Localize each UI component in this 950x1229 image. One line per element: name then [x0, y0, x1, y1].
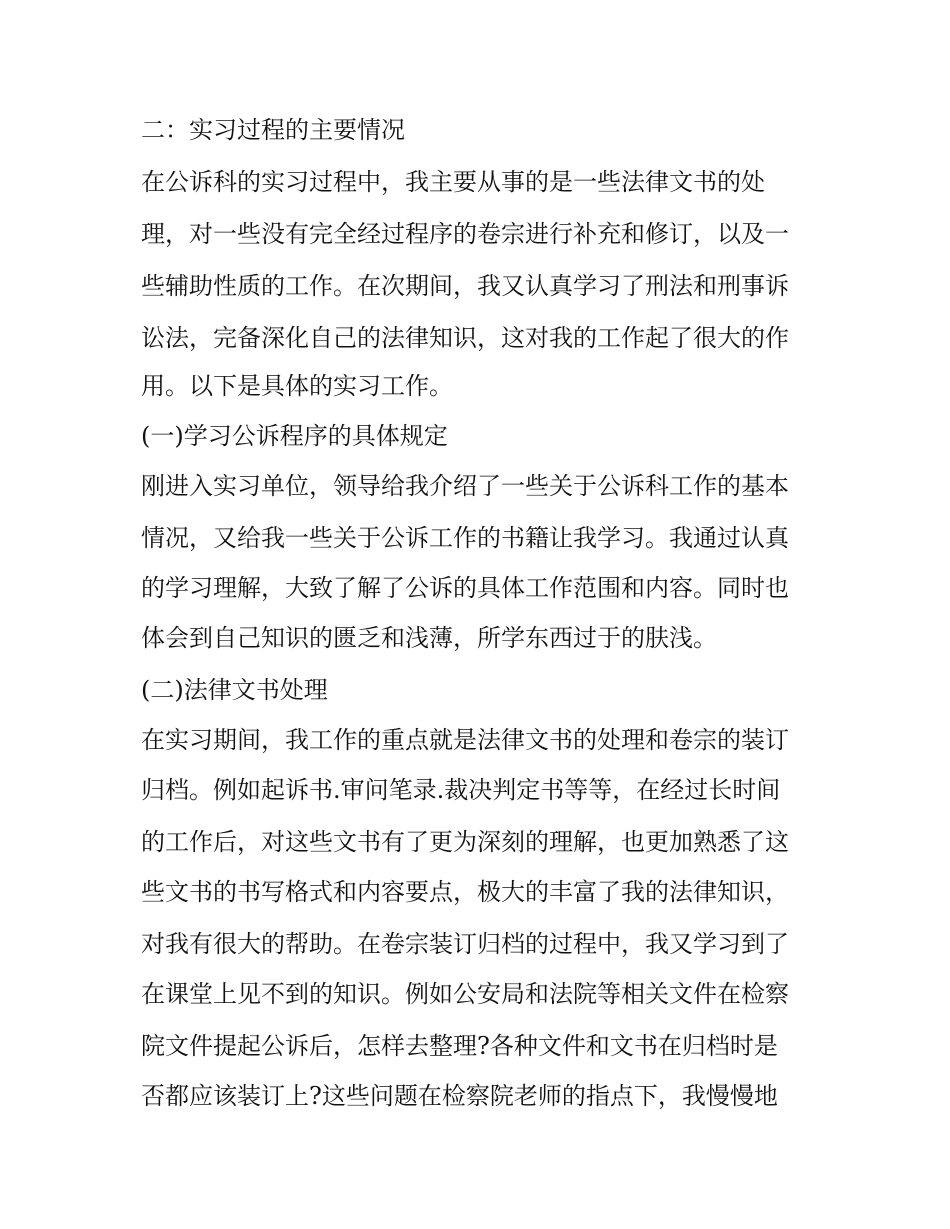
- section-heading: 二：实习过程的主要情况: [141, 116, 405, 144]
- subheading-1: (一)学习公诉程序的具体规定: [141, 422, 448, 450]
- paragraph-line: 用。以下是具体的实习工作。: [141, 372, 453, 400]
- paragraph-line: 刚进入实习单位，领导给我介绍了一些关于公诉科工作的基本: [141, 472, 789, 500]
- paragraph-line: 在公诉科的实习过程中，我主要从事的是一些法律文书的处: [141, 168, 765, 196]
- paragraph-line: 些辅助性质的工作。在次期间，我又认真学习了刑法和刑事诉: [141, 272, 789, 300]
- paragraph-line: 些文书的书写格式和内容要点，极大的丰富了我的法律知识，: [141, 878, 789, 906]
- paragraph-line: 情况，又给我一些关于公诉工作的书籍让我学习。我通过认真: [141, 524, 789, 552]
- paragraph-line: 在课堂上见不到的知识。例如公安局和法院等相关文件在检察: [141, 980, 789, 1008]
- paragraph-line: 在实习期间，我工作的重点就是法律文书的处理和卷宗的装订: [141, 726, 789, 754]
- paragraph-line: 的学习理解，大致了解了公诉的具体工作范围和内容。同时也: [141, 574, 789, 602]
- paragraph-line: 对我有很大的帮助。在卷宗装订归档的过程中，我又学习到了: [141, 930, 789, 958]
- paragraph-line: 讼法，完备深化自己的法律知识，这对我的工作起了很大的作: [141, 324, 789, 352]
- subheading-2: (二)法律文书处理: [141, 676, 328, 704]
- paragraph-line: 理，对一些没有完全经过程序的卷宗进行补充和修订，以及一: [141, 220, 789, 248]
- paragraph-line: 归档。例如起诉书.审问笔录.裁决判定书等等，在经过长时间: [141, 776, 781, 804]
- paragraph-line: 否都应该装订上?这些问题在检察院老师的指点下，我慢慢地: [141, 1082, 778, 1110]
- paragraph-line: 体会到自己知识的匮乏和浅薄，所学东西过于的肤浅。: [141, 624, 717, 652]
- paragraph-line: 院文件提起公诉后，怎样去整理?各种文件和文书在归档时是: [141, 1032, 778, 1060]
- paragraph-line: 的工作后，对这些文书有了更为深刻的理解，也更加熟悉了这: [141, 828, 789, 856]
